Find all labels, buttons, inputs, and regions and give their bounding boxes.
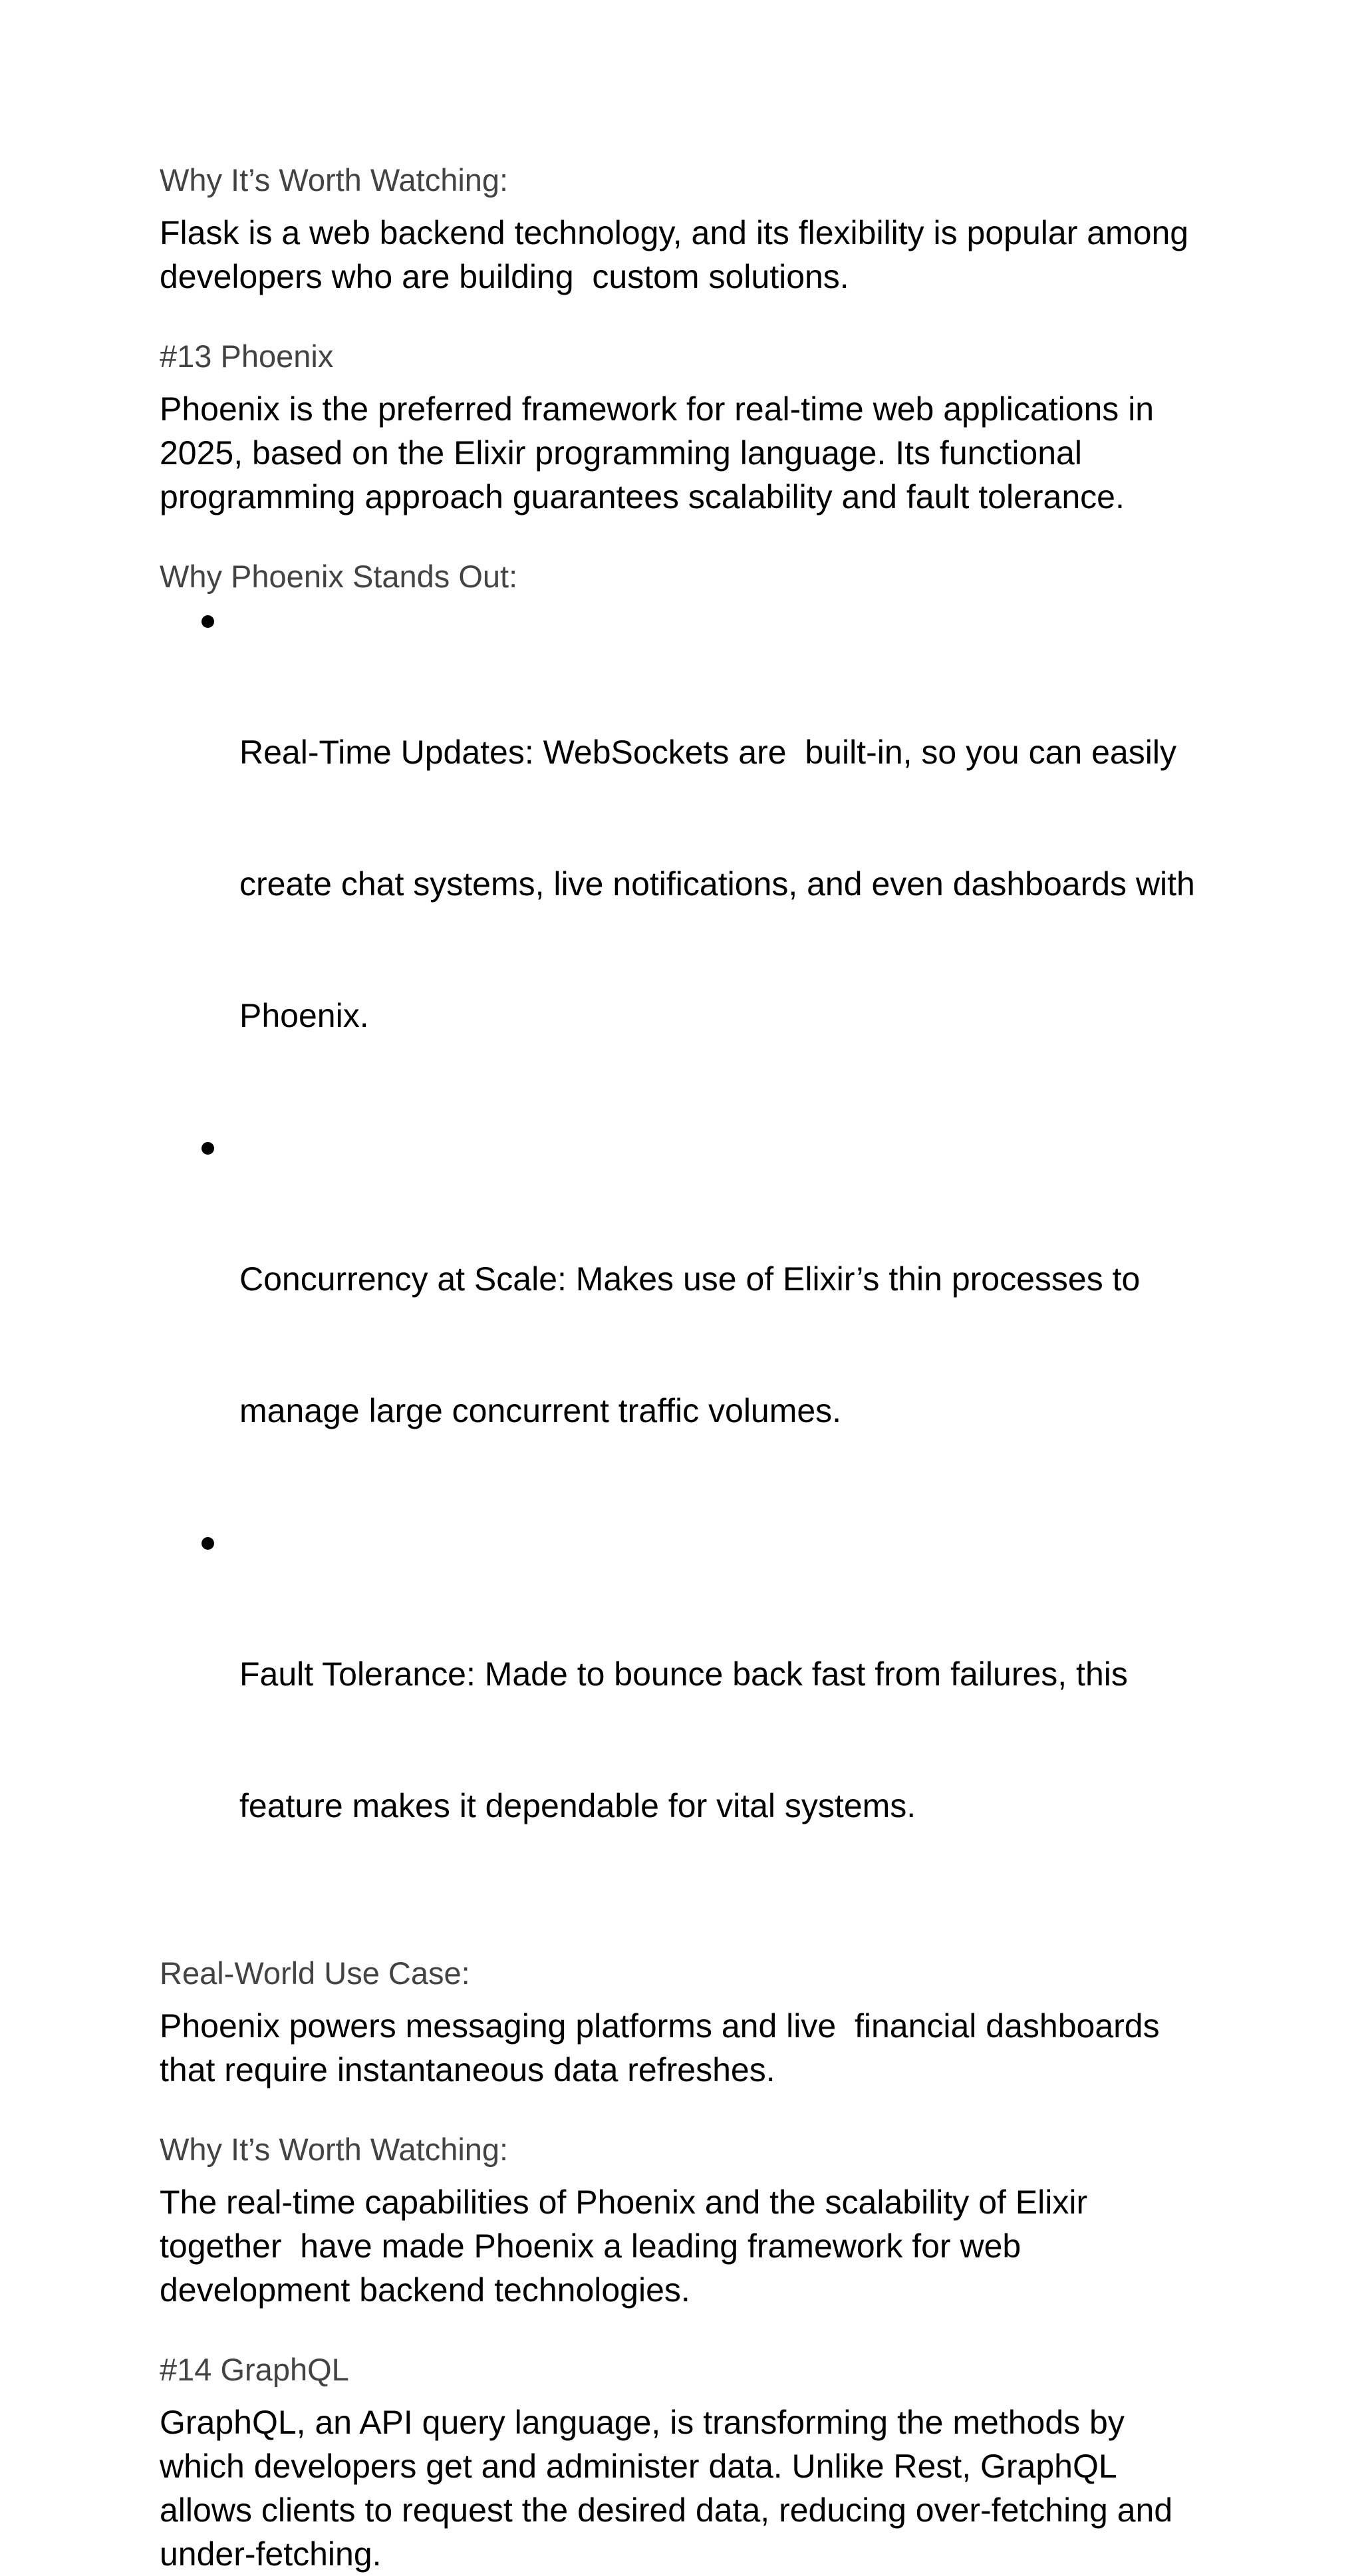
- bullet-line: Concurrency at Scale: Makes use of Elixir’s thin processes to: [239, 1260, 1141, 1298]
- bullet-line: create chat systems, live notifications, and even dashboards with: [239, 865, 1195, 903]
- section-heading: Why It’s Worth Watching:: [160, 162, 509, 198]
- paragraph-line: that require instantaneous data refreshes.: [160, 2051, 775, 2088]
- paragraph-line: Phoenix powers messaging platforms and live financial dashboards: [160, 2007, 1160, 2045]
- section-heading: Why It’s Worth Watching:: [160, 2132, 509, 2167]
- paragraph-line: GraphQL, an API query language, is transforming the methods by: [160, 2404, 1125, 2441]
- section-heading: #14 GraphQL: [160, 2352, 349, 2387]
- paragraph-line: The real-time capabilities of Phoenix and the scalability of Elixir: [160, 2184, 1088, 2221]
- paragraph-line: Phoenix is the preferred framework for real-time web applications in: [160, 390, 1155, 428]
- bullet-line: manage large concurrent traffic volumes.: [239, 1392, 842, 1429]
- paragraph-line: allows clients to request the desired data, reducing over-fetching and: [160, 2492, 1173, 2529]
- section-phoenix-usecase: [160, 1951, 1224, 2092]
- paragraph-line: programming approach guarantees scalability and fault tolerance.: [160, 478, 1125, 515]
- paragraph: [160, 387, 1224, 519]
- bullet-item: [160, 1125, 1224, 1520]
- paragraph: [160, 2180, 1224, 2312]
- bullet-item: [160, 599, 1224, 1125]
- section-phoenix-standout: [160, 555, 1224, 1916]
- bullet-line: Phoenix.: [239, 997, 369, 1034]
- bullet-icon: [202, 1142, 214, 1155]
- section-phoenix-watch: [160, 2128, 1224, 2312]
- section-graphql: [160, 2348, 1224, 2576]
- paragraph-line: together have made Phoenix a leading framework for web: [160, 2227, 1022, 2265]
- section-heading: Real-World Use Case:: [160, 1955, 470, 1991]
- section-heading: #13 Phoenix: [160, 339, 334, 374]
- bullet-icon: [202, 615, 214, 628]
- paragraph: [160, 211, 1224, 299]
- bullet-item: [160, 1520, 1224, 1916]
- paragraph-line: developers who are building custom solutions.: [160, 258, 849, 295]
- paragraph-line: Flask is a web backend technology, and its flexibility is popular among: [160, 214, 1189, 251]
- bullet-line: Real-Time Updates: WebSockets are built-in, so you can easily: [239, 734, 1176, 771]
- paragraph-line: which developers get and administer data. Unlike Rest, GraphQL: [160, 2448, 1117, 2485]
- section-phoenix: [160, 335, 1224, 519]
- bullet-line: feature makes it dependable for vital systems.: [239, 1787, 916, 1824]
- section-flask-watch: [160, 158, 1224, 299]
- bullet-icon: [202, 1537, 214, 1550]
- bullet-line: Fault Tolerance: Made to bounce back fast from failures, this: [239, 1655, 1128, 1693]
- paragraph-line: under-fetching.: [160, 2535, 382, 2573]
- bullet-list: [160, 599, 1224, 1916]
- paragraph-line: development backend technologies.: [160, 2271, 690, 2309]
- paragraph-line: 2025, based on the Elixir programming language. Its functional: [160, 434, 1082, 472]
- paragraph: [160, 2004, 1224, 2092]
- document-page: [160, 158, 1224, 2576]
- section-heading: Why Phoenix Stands Out:: [160, 559, 518, 594]
- paragraph: [160, 2400, 1224, 2576]
